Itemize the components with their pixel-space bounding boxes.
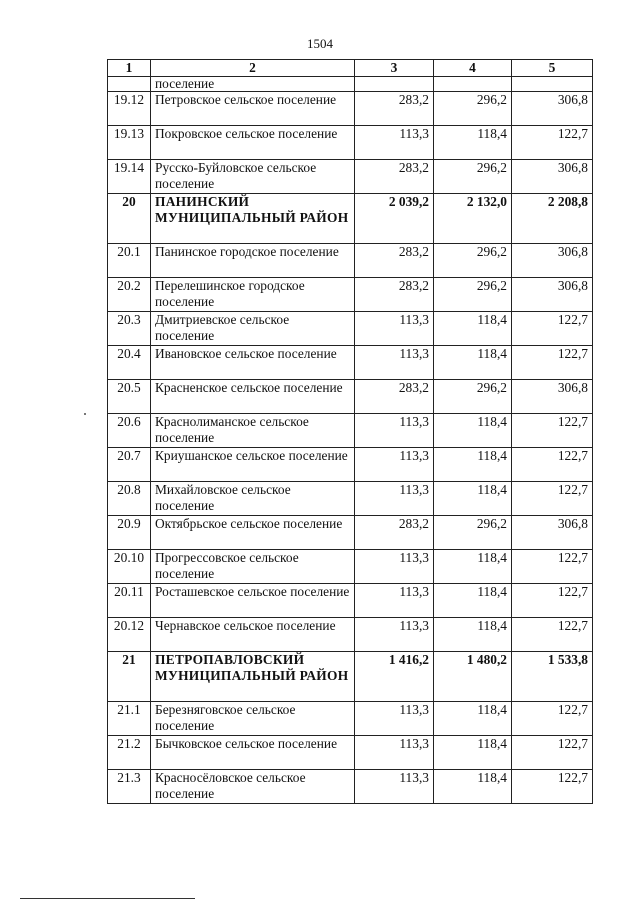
cell-name: Чернавское сельское поселение [151,618,355,652]
cell-col5: 122,7 [512,312,593,346]
cell-name: Октябрьское сельское поселение [151,516,355,550]
cell-col5 [512,77,593,92]
cell-num: 21.1 [108,702,151,736]
column-header-3: 3 [355,60,434,77]
cell-num: 20.5 [108,380,151,414]
cell-col5: 306,8 [512,380,593,414]
table-header-row [108,60,593,77]
cell-name: Михайловское сельское поселение [151,482,355,516]
cell-num: 20.11 [108,584,151,618]
cell-col4: 296,2 [434,380,512,414]
cell-col3: 113,3 [355,126,434,160]
cell-col5: 306,8 [512,516,593,550]
cell-num: 19.14 [108,160,151,194]
continuation-text: поселение [151,77,355,92]
cell-name: Покровское сельское поселение [151,126,355,160]
table-row [108,702,593,736]
cell-num: 20.10 [108,550,151,584]
cell-col4: 118,4 [434,618,512,652]
cell-num: 20.9 [108,516,151,550]
cell-col3: 113,3 [355,346,434,380]
table-row [108,126,593,160]
table-row [108,92,593,126]
cell-num: 20.8 [108,482,151,516]
cell-num [108,77,151,92]
table-row [108,770,593,804]
cell-col3: 283,2 [355,516,434,550]
cell-num: 19.12 [108,92,151,126]
table-row [108,550,593,584]
cell-name: Ивановское сельское поселение [151,346,355,380]
table-row [108,380,593,414]
cell-col3: 1 416,2 [355,652,434,702]
budget-table [107,59,593,804]
continuation-row [108,77,593,92]
cell-col3: 113,3 [355,702,434,736]
table-row [108,160,593,194]
cell-num: 21 [108,652,151,702]
cell-col3: 113,3 [355,550,434,584]
column-header-2: 2 [151,60,355,77]
cell-num: 20.7 [108,448,151,482]
cell-name: ПАНИНСКИЙ МУНИЦИПАЛЬНЫЙ РАЙОН [151,194,355,244]
cell-name: Красненское сельское поселение [151,380,355,414]
cell-col3: 113,3 [355,770,434,804]
column-header-4: 4 [434,60,512,77]
cell-col4: 118,4 [434,414,512,448]
table-body [108,77,593,804]
cell-col3: 283,2 [355,278,434,312]
cell-col4: 118,4 [434,736,512,770]
cell-name: Березняговское сельское поселение [151,702,355,736]
cell-name: Росташевское сельское поселение [151,584,355,618]
cell-col4: 118,4 [434,482,512,516]
cell-col3: 113,3 [355,448,434,482]
cell-col5: 122,7 [512,702,593,736]
cell-name: Петровское сельское поселение [151,92,355,126]
cell-name: Русско-Буйловское сельское поселение [151,160,355,194]
cell-name: Перелешинское городское поселение [151,278,355,312]
table-row [108,482,593,516]
cell-name: Криушанское сельское поселение [151,448,355,482]
cell-num: 19.13 [108,126,151,160]
margin-mark [84,413,86,415]
cell-col4: 296,2 [434,160,512,194]
table-row [108,346,593,380]
cell-col4: 296,2 [434,278,512,312]
cell-num: 20.3 [108,312,151,346]
cell-col5: 306,8 [512,160,593,194]
cell-name: Прогрессовское сельское поселение [151,550,355,584]
cell-col3: 2 039,2 [355,194,434,244]
cell-name: Панинское городское поселение [151,244,355,278]
table-row [108,278,593,312]
cell-col4: 118,4 [434,770,512,804]
cell-name: Краснолиманское сельское поселение [151,414,355,448]
cell-col5: 122,7 [512,736,593,770]
cell-col4: 296,2 [434,516,512,550]
cell-col3: 113,3 [355,482,434,516]
cell-col4: 118,4 [434,448,512,482]
cell-name: Красносёловское сельское поселение [151,770,355,804]
cell-col5: 122,7 [512,448,593,482]
cell-col4: 118,4 [434,702,512,736]
cell-col4: 118,4 [434,346,512,380]
cell-num: 20.12 [108,618,151,652]
cell-col4: 118,4 [434,584,512,618]
district-row [108,652,593,702]
cell-col3: 113,3 [355,414,434,448]
cell-col5: 122,7 [512,414,593,448]
cell-col5: 122,7 [512,584,593,618]
cell-col3: 283,2 [355,244,434,278]
cell-col4: 1 480,2 [434,652,512,702]
cell-col3: 113,3 [355,736,434,770]
cell-col4: 118,4 [434,550,512,584]
cell-num: 21.2 [108,736,151,770]
cell-col3: 283,2 [355,160,434,194]
cell-col4: 296,2 [434,244,512,278]
table-row [108,584,593,618]
column-header-5: 5 [512,60,593,77]
cell-col5: 122,7 [512,618,593,652]
cell-col4 [434,77,512,92]
table-row [108,618,593,652]
cell-col5: 306,8 [512,278,593,312]
cell-col3: 113,3 [355,312,434,346]
cell-name: Бычковское сельское поселение [151,736,355,770]
cell-col3: 113,3 [355,584,434,618]
table-row [108,312,593,346]
cell-col3 [355,77,434,92]
table-row [108,414,593,448]
table-row [108,448,593,482]
cell-col4: 118,4 [434,126,512,160]
cell-col4: 2 132,0 [434,194,512,244]
cell-col3: 283,2 [355,92,434,126]
cell-col5: 306,8 [512,244,593,278]
footnote-separator [20,898,195,899]
cell-name: ПЕТРОПАВЛОВСКИЙ МУНИЦИПАЛЬНЫЙ РАЙОН [151,652,355,702]
table-row [108,244,593,278]
cell-num: 20.1 [108,244,151,278]
cell-num: 20.2 [108,278,151,312]
table-row [108,736,593,770]
column-header-1: 1 [108,60,151,77]
cell-col3: 283,2 [355,380,434,414]
cell-num: 20.4 [108,346,151,380]
cell-num: 21.3 [108,770,151,804]
cell-col5: 122,7 [512,550,593,584]
cell-num: 20.6 [108,414,151,448]
cell-col5: 122,7 [512,770,593,804]
cell-col4: 296,2 [434,92,512,126]
cell-col5: 122,7 [512,482,593,516]
cell-col5: 122,7 [512,126,593,160]
page-number: 1504 [307,36,333,51]
table-row [108,516,593,550]
cell-num: 20 [108,194,151,244]
cell-col5: 1 533,8 [512,652,593,702]
district-row [108,194,593,244]
cell-name: Дмитриевское сельское поселение [151,312,355,346]
cell-col5: 2 208,8 [512,194,593,244]
cell-col5: 122,7 [512,346,593,380]
cell-col5: 306,8 [512,92,593,126]
cell-col4: 118,4 [434,312,512,346]
cell-col3: 113,3 [355,618,434,652]
